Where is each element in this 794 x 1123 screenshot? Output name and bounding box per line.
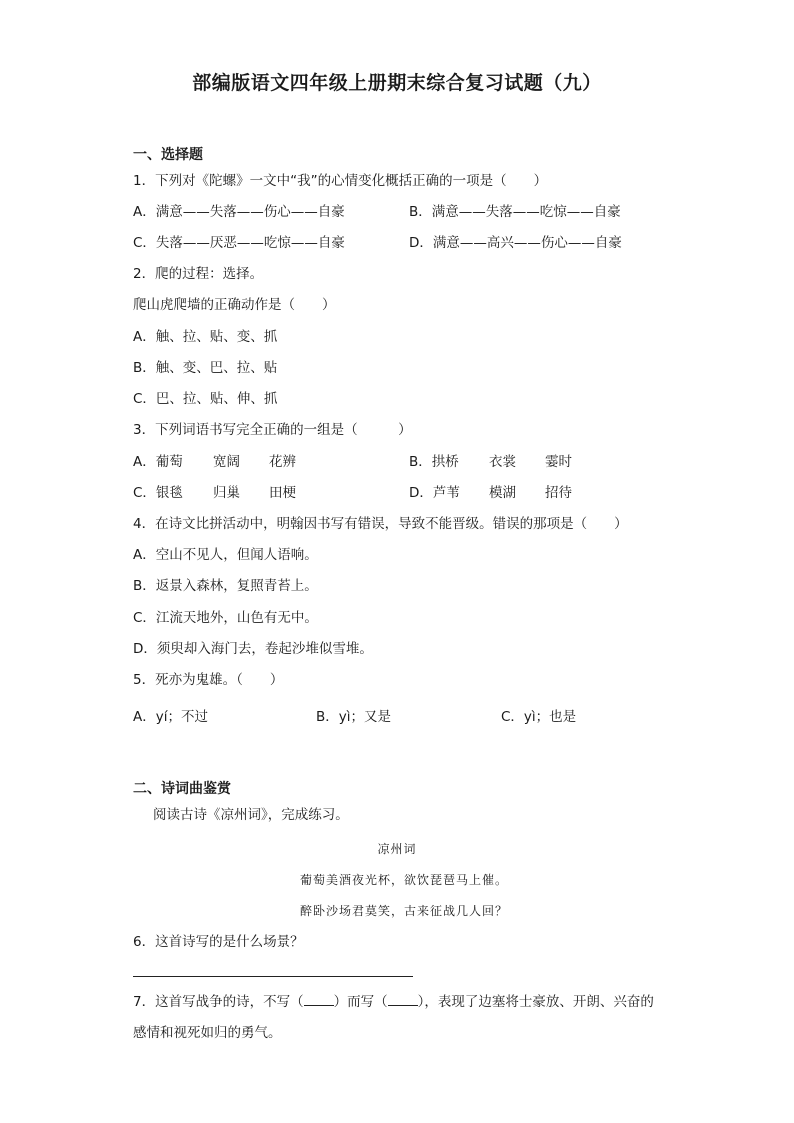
q7-blank-2[interactable]	[388, 993, 418, 1006]
q7-text-3: ），表现了边塞将士豪放、开朗、兴奋的	[417, 994, 654, 1010]
question-2-option-b: B．触、变、巴、拉、贴	[133, 360, 278, 376]
question-7-line-2: 感情和视死如归的勇气。	[133, 1025, 282, 1041]
section-heading-poetry: 二、诗词曲鉴赏	[133, 781, 231, 797]
q3-c-word-1: C．银毯	[133, 485, 183, 501]
poem-line-1: 葡萄美酒夜光杯，欲饮琵琶马上催。	[300, 873, 509, 887]
q3-c-word-3: 田梗	[269, 485, 296, 501]
q7-text-1: 7．这首写战争的诗，不写（	[133, 994, 304, 1010]
question-5-option-c: C．yì；也是	[501, 709, 577, 725]
question-6-stem: 6．这首诗写的是什么场景？	[133, 934, 304, 950]
q7-blank-1[interactable]	[304, 993, 334, 1006]
q3-a-word-2: 宽阔	[213, 454, 240, 470]
question-7-stem	[133, 993, 654, 1011]
question-6-answer-line[interactable]	[133, 976, 413, 977]
question-5-option-b: B．yì；又是	[316, 709, 392, 725]
question-4-stem: 4．在诗文比拼活动中，明翰因书写有错误，导致不能晋级。错误的那项是（ ）	[133, 516, 628, 532]
q3-b-word-2: 衣裳	[489, 454, 516, 470]
question-5-option-a: A．yí；不过	[133, 709, 208, 725]
q3-d-word-2: 模湖	[489, 485, 516, 501]
section-heading-choice: 一、选择题	[133, 147, 203, 163]
question-1-option-c: C．失落——厌恶——吃惊——自豪	[133, 235, 345, 251]
poem-title: 凉州词	[377, 842, 417, 856]
question-2-option-a: A．触、拉、贴、变、抓	[133, 329, 278, 345]
poem-intro: 阅读古诗《凉州词》，完成练习。	[153, 807, 349, 823]
q7-text-2: ）而写（	[333, 994, 388, 1010]
q3-b-word-1: B．拱桥	[409, 454, 459, 470]
question-3-option-b	[409, 453, 572, 471]
q3-a-word-3: 花辨	[269, 454, 296, 470]
question-4-option-d: D．须臾却入海门去，卷起沙堆似雪堆。	[133, 641, 373, 657]
question-4-option-c: C．江流天地外，山色有无中。	[133, 610, 318, 626]
poem-line-2: 醉卧沙场君莫笑，古来征战几人回？	[300, 904, 509, 918]
question-1-option-b: B．满意——失落——吃惊——自豪	[409, 204, 621, 220]
q3-a-word-1: A．葡萄	[133, 454, 183, 470]
question-1-option-d: D．满意——高兴——伤心——自豪	[409, 235, 622, 251]
question-3-stem: 3．下列词语书写完全正确的一组是（ ）	[133, 422, 412, 438]
question-1-stem: 1．下列对《陀螺》一文中“我”的心情变化概括正确的一项是（ ）	[133, 173, 548, 189]
question-1-option-a: A．满意——失落——伤心——自豪	[133, 204, 345, 220]
q3-d-word-3: 招待	[545, 485, 572, 501]
question-4-option-b: B．返景入森林，复照青苔上。	[133, 578, 318, 594]
question-3-option-d	[409, 484, 572, 502]
q3-d-word-1: D．芦苇	[409, 485, 460, 501]
question-5-stem: 5．死亦为鬼雄。（ ）	[133, 672, 284, 688]
q3-b-word-3: 霎时	[545, 454, 572, 470]
page-title: 部编版语文四年级上册期末综合复习试题（九）	[192, 72, 602, 94]
question-2-stem: 2．爬的过程：选择。	[133, 266, 264, 282]
q3-c-word-2: 归巢	[213, 485, 240, 501]
question-3-option-a	[133, 453, 296, 471]
question-3-option-c	[133, 484, 296, 502]
question-2-option-c: C．巴、拉、贴、伸、抓	[133, 391, 278, 407]
question-2-sub: 爬山虎爬墙的正确动作是（ ）	[133, 297, 336, 313]
question-4-option-a: A．空山不见人，但闻人语响。	[133, 547, 318, 563]
